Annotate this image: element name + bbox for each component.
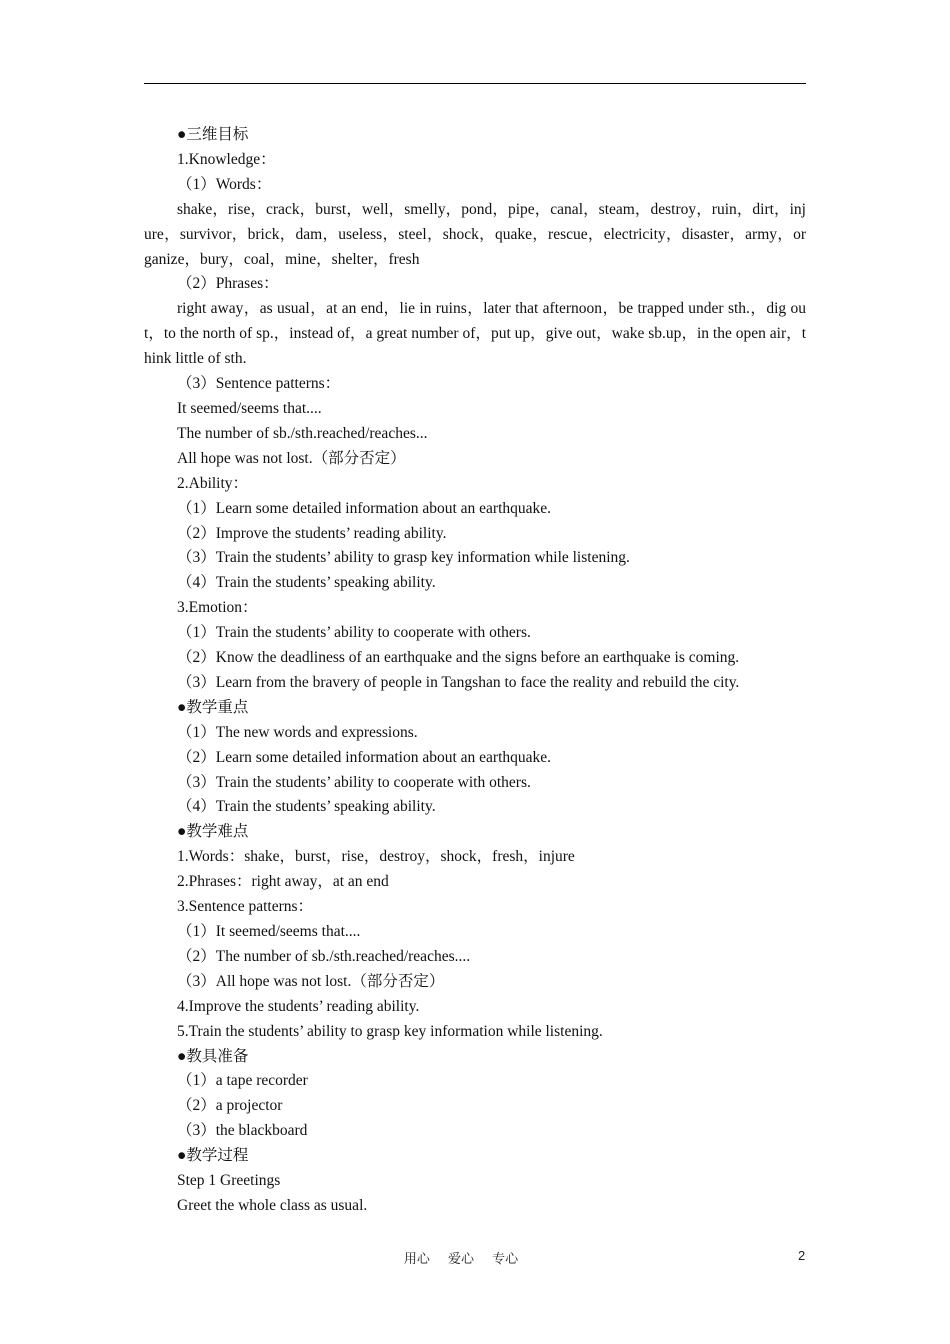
text-line: 4.Improve the students’ reading ability. — [177, 997, 420, 1015]
text-line: （3）Learn from the bravery of people in Tangshan to face the reality and rebuild the city. — [177, 673, 740, 691]
text-line: （2）Improve the students’ reading ability. — [177, 524, 447, 542]
header-rule — [144, 83, 806, 84]
text-line: （3）All hope was not lost.（部分否定） — [177, 972, 445, 990]
text-line: （2）Learn some detailed information about an earthquake. — [177, 748, 552, 766]
text-line: （1）a tape recorder — [177, 1072, 308, 1090]
text-line: （4）Train the students’ speaking ability. — [177, 798, 436, 816]
text-line: 5.Train the students’ ability to grasp key information while listening. — [177, 1022, 603, 1040]
text-line: （2）The number of sb./sth.reached/reaches.... — [177, 947, 471, 965]
text-line: 3.Sentence patterns： — [177, 898, 314, 916]
text-line: 2.Ability： — [177, 474, 249, 492]
text-line: （3）the blackboard — [177, 1122, 308, 1140]
phrases-paragraph: right away，as usual，at an end，lie in ruins，later that afternoon，be trapped under sth.，dig out，to the north of sp.，instead of，a great number of，put up，give out，wake sb.up，in the open air，think little of sth. — [144, 300, 806, 368]
section-heading-difficult-points: ●教学难点 — [177, 823, 249, 841]
text-line: （2）Know the deadliness of an earthquake and the signs before an earthquake is coming. — [177, 649, 740, 667]
text-line: 2.Phrases：right away，at an end — [177, 873, 389, 891]
text-line: （2）Phrases： — [177, 275, 279, 293]
document-body — [144, 123, 806, 1219]
text-line: （4）Train the students’ speaking ability. — [177, 574, 436, 592]
footer-text: 用心 爱心 专心 — [403, 1252, 519, 1267]
words-paragraph: shake，rise，crack，burst，well，smelly，pond，pipe，canal，steam，destroy，ruin，dirt，injure，survivor，brick，dam，useless，steel，shock，quake，rescue，electricity，disaster，army，organize，bury，coal，mine，shelter，fresh — [144, 200, 806, 268]
section-heading-teaching-aids: ●教具准备 — [177, 1047, 249, 1065]
text-line: （3）Train the students’ ability to cooperate with others. — [177, 773, 531, 791]
text-line: （1）Train the students’ ability to cooperate with others. — [177, 624, 531, 642]
text-line: （1）The new words and expressions. — [177, 723, 418, 741]
text-line: （1）It seemed/seems that.... — [177, 923, 361, 940]
text-line: （3）Sentence patterns： — [177, 375, 341, 393]
text-line: （1）Words： — [177, 175, 272, 193]
text-line: （1）Learn some detailed information about an earthquake. — [177, 499, 552, 517]
section-heading-objectives: ●三维目标 — [177, 126, 249, 143]
text-line: （2）a projector — [177, 1097, 283, 1115]
text-line: Greet the whole class as usual. — [177, 1196, 368, 1214]
text-line: （3）Train the students’ ability to grasp key information while listening. — [177, 549, 630, 567]
section-heading-key-points: ●教学重点 — [177, 698, 249, 716]
text-line: 3.Emotion： — [177, 599, 258, 617]
text-line: It seemed/seems that.... — [177, 399, 322, 417]
text-line: 1.Knowledge： — [177, 150, 276, 168]
text-line: Step 1 Greetings — [177, 1172, 281, 1190]
text-line: All hope was not lost.（部分否定） — [177, 449, 406, 467]
page-number: 2 — [798, 1248, 806, 1263]
text-line: The number of sb./sth.reached/reaches... — [177, 424, 428, 442]
text-line: 1.Words：shake，burst，rise，destroy，shock，fresh，injure — [177, 848, 575, 866]
section-heading-teaching-process: ●教学过程 — [177, 1147, 249, 1165]
